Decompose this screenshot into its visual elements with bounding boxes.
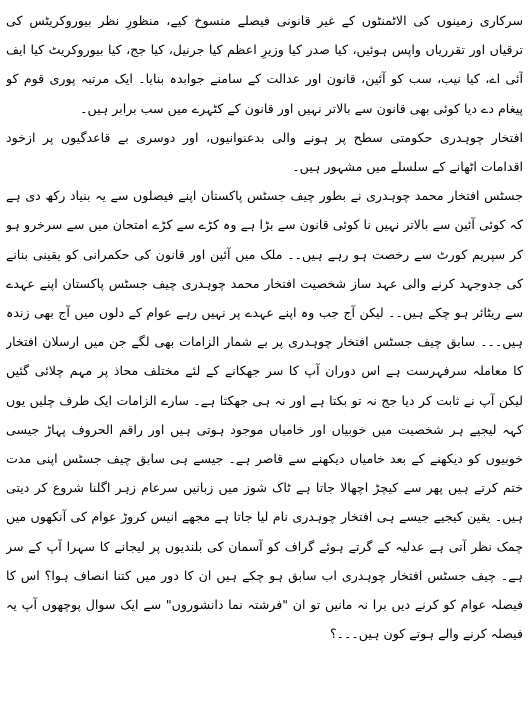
urdu-article-page	[6, 6, 523, 722]
paragraph-land-allotments: سرکاری زمینوں کی الاٹمنٹوں کے غیر قانونی فیصلے منسوخ کیے، منظورِ نظر بیوروکریٹس کی ترقیاں اور تقرریاں واپس ہوئیں، کیا صدر کیا وزیرِ اعظم کیا جرنیل، کیا جج، کیا بیوروکریٹ کیا ایف آئی اے، کیا نیب، سب کو آئین، قانون اور عدالت کے سامنے جوابدہ بنایا۔ ایک مرتبہ پوری قوم کو پیغام دے دیا کوئی بھی قانون سے بالاتر نہیں اور قانون کے کٹہرے میں سب برابر ہیں۔	[6, 13, 523, 116]
paragraph-suo-motu: افتخار چوہدری حکومتی سطح پر ہونے والی بدعنوانیوں، اور دوسری بے قاعدگیوں پر ازخود اقدامات اٹھانے کے سلسلے میں مشہور ہیں۔	[6, 129, 523, 175]
paragraph-chief-justice-legacy: جسٹس افتخار محمد چوہدری نے بطور چیف جسٹس پاکستان اپنے فیصلوں سے یہ بنیاد رکھ دی ہے کہ کوئی آئین سے بالاتر نہیں نا کوئی قانون سے بڑا ہے وہ کڑے سے کڑے امتحان میں سے سرخرو ہو کر سپریم کورٹ سے رخصت ہو رہے ہیں۔۔ ملک میں آئین اور قانون کی حکمرانی کو یقینی بنانے کی جدوجہد کرنے والی عہد ساز شخصیت افتخار محمد چوہدری چیف جسٹس پاکستان اپنے عہدے سے ریٹائر ہو چکے ہیں۔۔ لیکن آج جب وہ اپنے عہدے پر نہیں رہے عوام کے دلوں میں آج بھی زندہ ہیں۔۔۔ سابق چیف جسٹس افتخار چوہدری پر بے شمار الزامات بھی لگے جن میں ارسلان افتخار کا معاملہ سرفہرست ہے اس دوران آپ کا سر جھکانے کے لئے مختلف محاذ پر مہم چلائی گئیں لیکن آپ نے ثابت کر دیا جج نہ تو بکتا ہے اور نہ ہی جھکتا ہے۔ سارے الزامات ایک طرف چلیں یوں کہہ لیجیے ہر شخصیت میں خوبیاں اور خامیاں موجود ہوتی ہیں اور راقم الحروف پہاڑ جیسی خوبیوں کو دیکھنے کے بعد خامیاں دیکھنے سے قاصر ہے۔ جیسے ہی سابق چیف جسٹس اپنی مدت ختم کرتے ہیں پھر سے کیچڑ اچھالا جاتا ہے ٹاک شوز میں زبانیں سرعام زہر اگلنا شروع کر دیتی ہیں۔ یقین کیجیے جیسے ہی افتخار چوہدری نام لیا جاتا ہے مجھے انیس کروڑ عوام کی آنکھوں میں چمک نظر آتی ہے عدلیہ کے گرتے ہوئے گراف کو آسمان کی بلندیوں پر لیجانے کا سہرا آپ کے سر ہے۔ چیف جسٹس افتخار چوہدری اب سابق ہو چکے ہیں ان کا دور میں کتنا انصاف ہوا؟ اس کا فیصلہ عوام کو کرنے دیں برا نہ مانیں تو ان "فرشتہ نما دانشوروں" سے ایک سوال پوچھوں آپ یہ فیصلہ کرنے والے ہوتے کون ہیں۔۔۔؟	[6, 188, 523, 642]
